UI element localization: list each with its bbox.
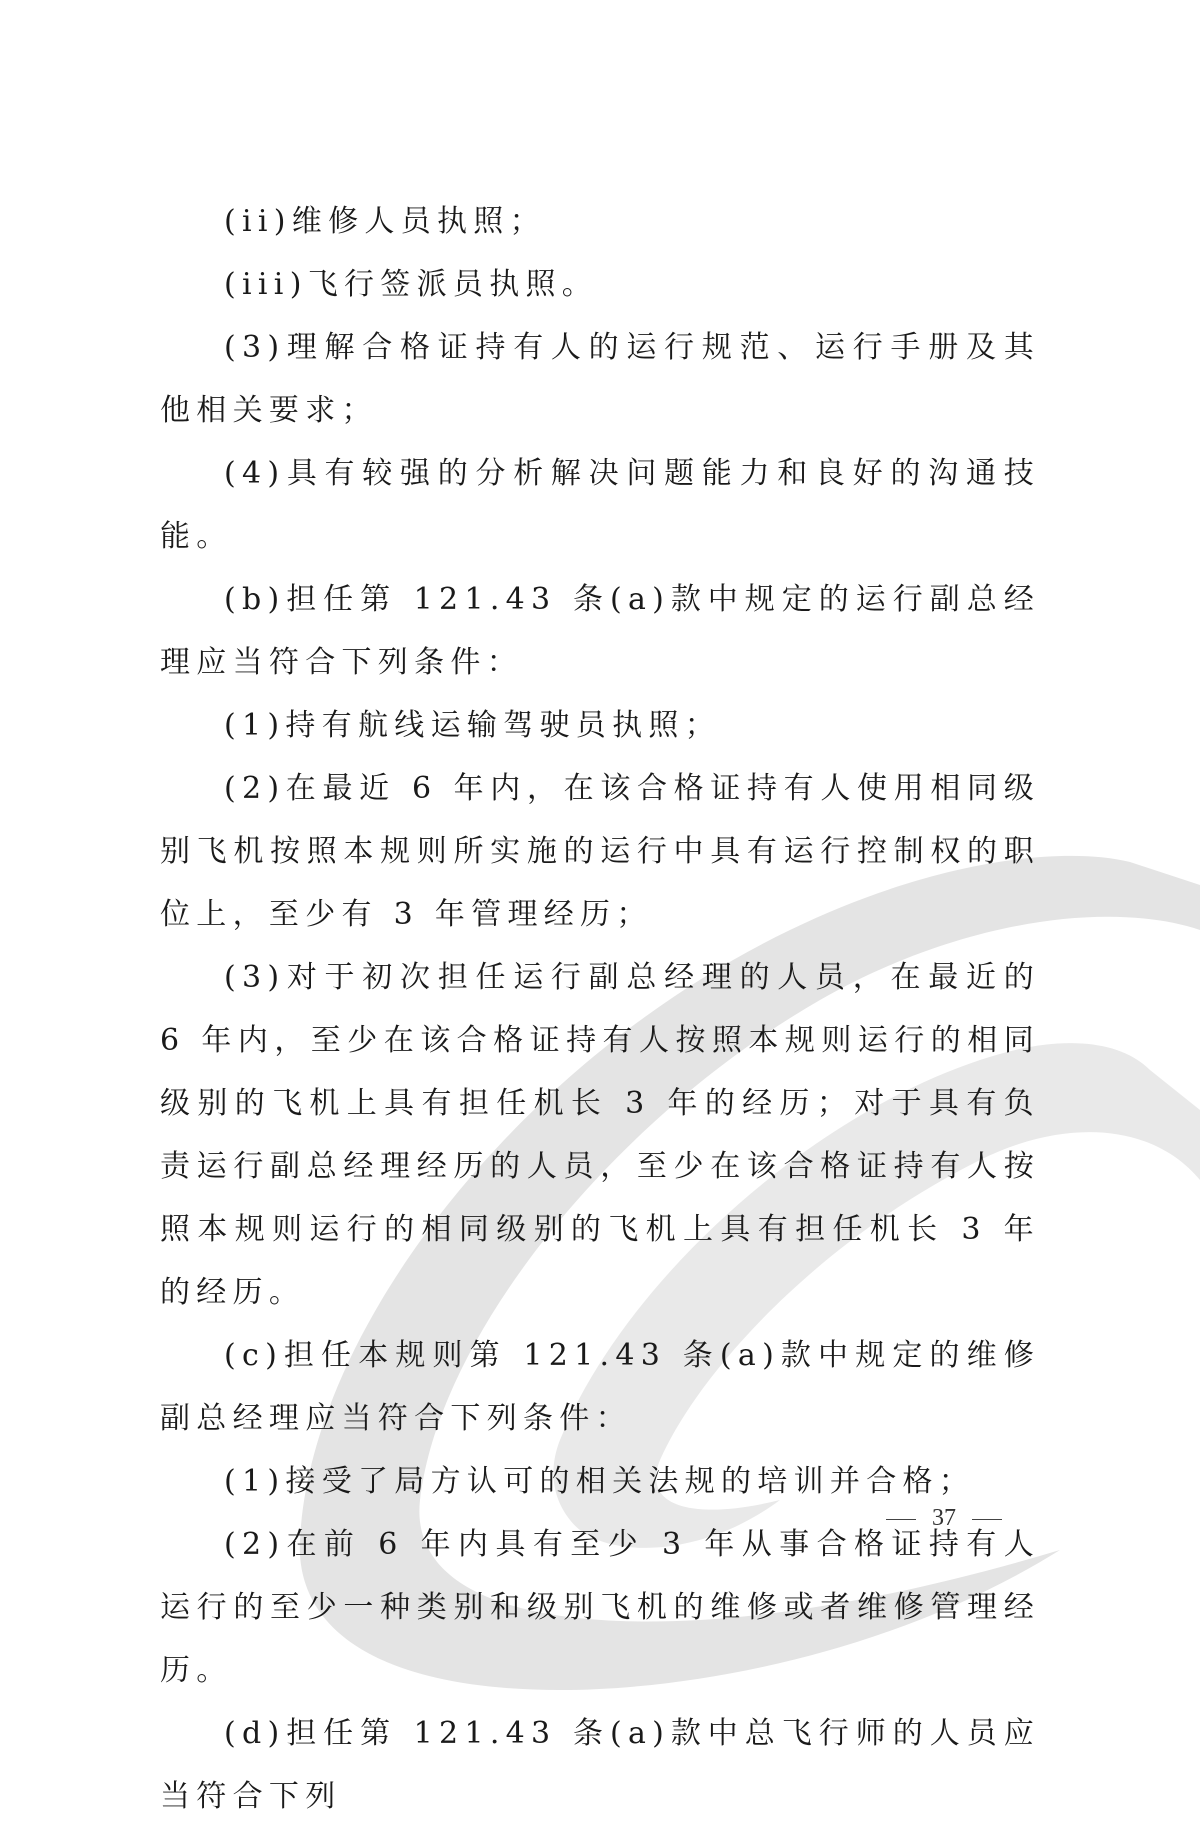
paragraph: (3)理解合格证持有人的运行规范、运行手册及其他相关要求； <box>160 330 1040 428</box>
page-footer <box>870 1505 1018 1532</box>
dash-left <box>886 1519 916 1520</box>
document-body <box>160 190 1040 1828</box>
dash-right <box>972 1519 1002 1520</box>
paragraph: (b)担任第 121.43 条(a)款中规定的运行副总经理应当符合下列条件： <box>160 582 1040 680</box>
page-number: 37 <box>932 1505 956 1531</box>
paragraph: (3)对于初次担任运行副总经理的人员，在最近的 6 年内，至少在该合格证持有人按照本规则运行的相同级别的飞机上具有担任机长 3 年的经历；对于具有负责运行副总经理经历的人员，至少在该合格证持有人按照本规则运行的相同级别的飞机上具有担任机长 3 年的经历。 <box>160 960 1040 1310</box>
paragraph: (1)接受了局方认可的相关法规的培训并合格； <box>224 1464 976 1499</box>
paragraph: (iii)飞行签派员执照。 <box>224 267 599 302</box>
paragraph: (2)在最近 6 年内，在该合格证持有人使用相同级别飞机按照本规则所实施的运行中具有运行控制权的职位上，至少有 3 年管理经历； <box>160 771 1040 932</box>
paragraph: (2)在前 6 年内具有至少 3 年从事合格证持有人运行的至少一种类别和级别飞机的维修或者维修管理经历。 <box>160 1527 1040 1688</box>
paragraph: (1)持有航线运输驾驶员执照； <box>224 708 721 743</box>
paragraph: (4)具有较强的分析解决问题能力和良好的沟通技能。 <box>160 456 1040 554</box>
paragraph: (c)担任本规则第 121.43 条(a)款中规定的维修副总经理应当符合下列条件： <box>160 1338 1040 1436</box>
paragraph: (ii)维修人员执照； <box>224 204 546 239</box>
paragraph: (d)担任第 121.43 条(a)款中总飞行师的人员应当符合下列 <box>160 1716 1040 1814</box>
